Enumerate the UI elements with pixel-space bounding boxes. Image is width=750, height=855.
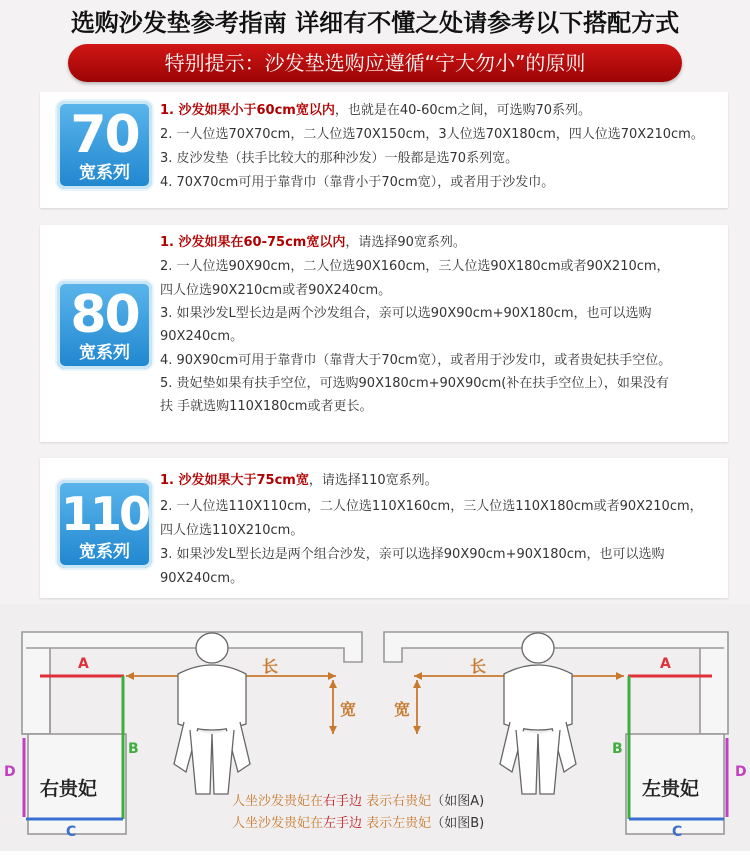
instruction-line: 四人位选90X210cm或者90X240cm。 [160,283,392,298]
badge-number: 110 [60,487,149,541]
label-d-right: D [735,764,747,780]
seated-person-illustration [174,633,250,794]
caption-left-chaise: 人坐沙发贵妃在左手边 表示左贵妃（如图B) [232,816,485,831]
instruction-line: 四人位选110X210cm。 [160,523,304,538]
caption-right-chaise: 人坐沙发贵妃在右手边 表示右贵妃（如图A) [232,794,485,809]
label-length-right: 长 [470,657,487,676]
series-card-110 [40,458,728,598]
instruction-line: 1. 沙发如果大于75cm宽，请选择110宽系列。 [160,473,438,488]
instruction-line: 扶 手就选购110X180cm或者更长。 [160,399,373,414]
instruction-line: 3. 如果沙发L型长边是两个沙发组合，亲可以选90X90cm+90X180cm，也可以选购 [160,306,652,321]
label-c-right: C [672,824,683,840]
label-a-right: A [660,656,671,672]
instruction-line: 2. 一人位选90X90cm，二人位选90X160cm，三人位选90X180cm或者90X210cm， [160,259,670,274]
label-length-left: 长 [262,657,279,676]
label-d-left: D [4,764,16,780]
instruction-line: 5. 贵妃垫如果有扶手空位，可选购90X180cm+90X90cm(补在扶手空位上），如果没有 [160,376,669,391]
instruction-line: 2. 一人位选70X70cm，二人位选70X150cm，3人位选70X180cm，四人位选70X210cm。 [160,127,704,142]
special-notice-banner: 特别提示：沙发垫选购应遵循“宁大勿小”的原则 [68,44,682,82]
series-badge-110 [57,480,152,568]
instruction-line: 1. 沙发如果在60-75cm宽以内，请选择90宽系列。 [160,235,466,250]
badge-number: 80 [70,285,139,345]
left-chaise-name: 左贵妃 [642,778,700,800]
badge-series-label: 宽系列 [79,343,130,363]
instruction-line: 90X240cm。 [160,329,244,344]
seated-person-illustration-right [500,633,576,794]
label-width-left: 宽 [340,700,357,719]
instruction-line: 1. 沙发如果小于60cm宽以内，也就是在40-60cm之间，可选购70系列。 [160,103,591,118]
instruction-line: 90X240cm。 [160,571,244,586]
label-b-right: B [612,741,623,757]
page-title: 选购沙发垫参考指南 详细有不懂之处请参考以下搭配方式 [70,9,680,37]
instruction-line: 3. 皮沙发垫（扶手比较大的那种沙发）一般都是选70系列宽。 [160,151,519,166]
sofa-layout-diagram [0,604,750,851]
label-a-left: A [78,656,89,672]
label-b-left: B [128,741,139,757]
label-width-right: 宽 [394,700,411,719]
right-chaise-name: 右贵妃 [40,778,98,800]
instruction-line: 4. 70X70cm可用于靠背巾（靠背小于70cm宽），或者用于沙发巾。 [160,175,555,190]
badge-series-label: 宽系列 [79,542,130,562]
badge-series-label: 宽系列 [79,163,130,183]
instruction-line: 3. 如果沙发L型长边是两个组合沙发，亲可以选择90X90cm+90X180cm，也可以选购 [160,547,665,562]
instruction-line: 2. 一人位选110X110cm，二人位选110X160cm，三人位选110X180cm或者90X210cm， [160,499,703,514]
series-badge-80 [57,281,152,369]
series-badge-70 [57,101,152,189]
series-card-70 [40,92,728,208]
instruction-line: 4. 90X90cm可用于靠背巾（靠背大于70cm宽），或者用于沙发巾，或者贵妃扶手空位。 [160,353,672,368]
label-c-left: C [66,824,77,840]
series-card-80 [40,225,728,442]
badge-number: 70 [70,105,139,165]
